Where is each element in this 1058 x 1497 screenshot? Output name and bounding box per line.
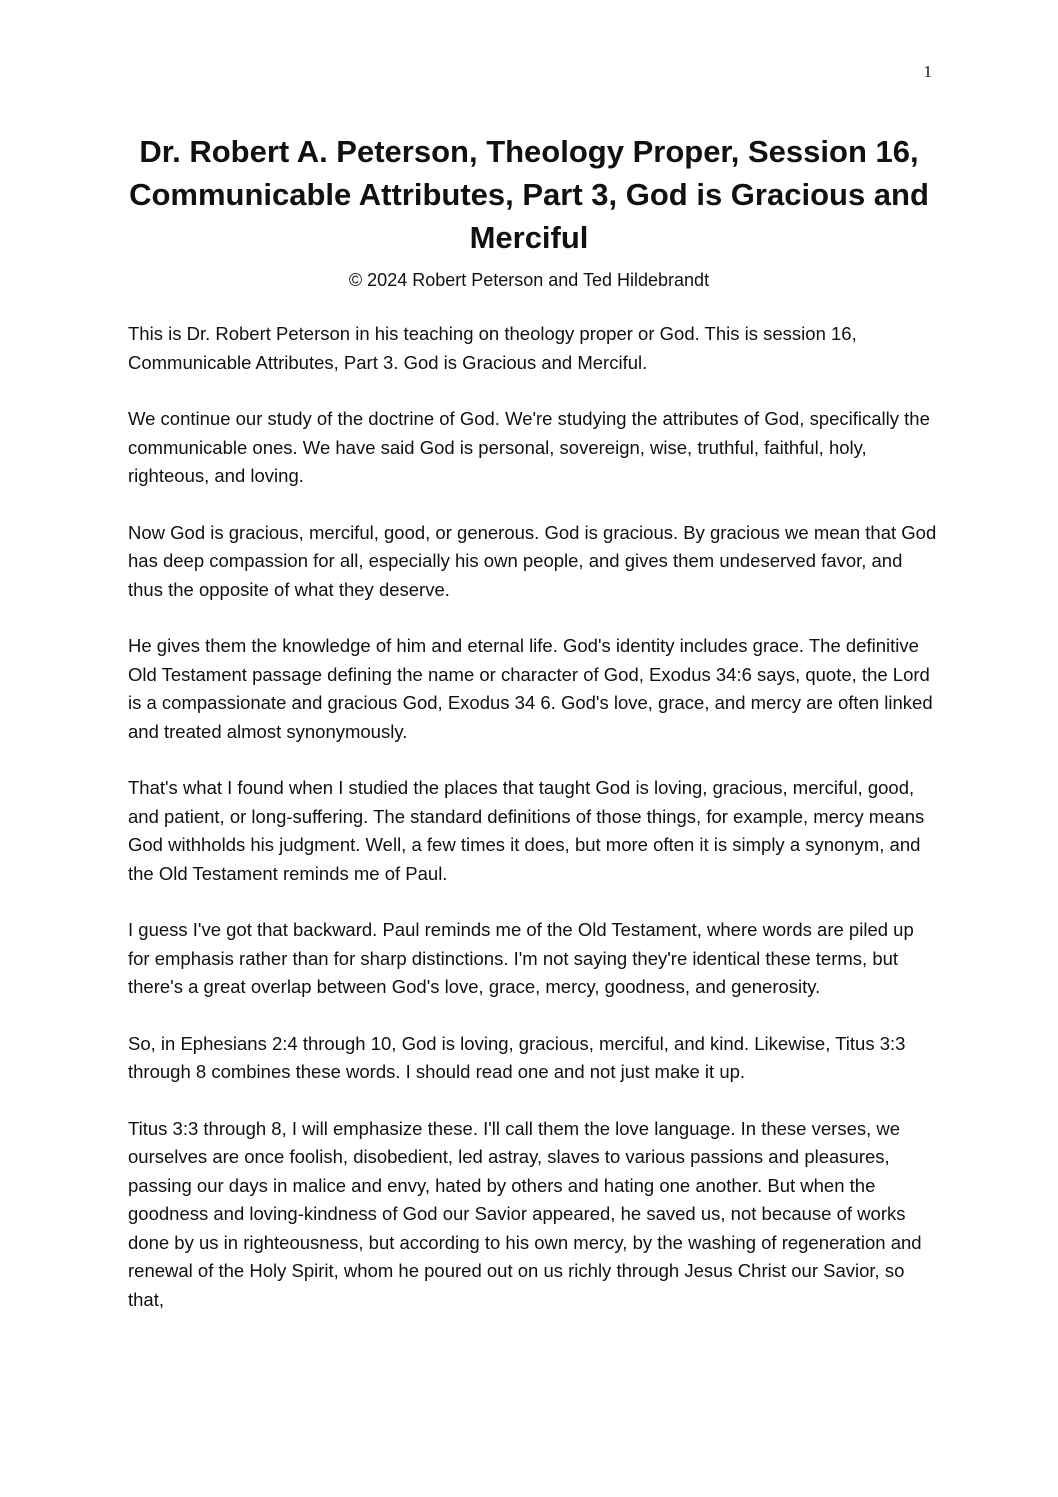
paragraph: This is Dr. Robert Peterson in his teaching on theology proper or God. This is session 16, Communicable Attributes, Part 3. God is Gracious and Merciful. — [128, 323, 857, 373]
paragraph: Titus 3:3 through 8, I will emphasize these. I'll call them the love language. In these verses, we ourselves are once foolish, disobedient, led astray, slaves to various passions and pleasures, passing our days in malice and envy, hated by others and hating one another. But when the goodness and loving-kindness of God our Savior appeared, he saved us, not because of works done by us in righteousness, but according to his own mercy, by the washing of regeneration and renewal of the Holy Spirit, whom he poured out on us richly through Jesus Christ our Savior, so that, — [128, 1117, 922, 1310]
paragraph: So, in Ephesians 2:4 through 10, God is loving, gracious, merciful, and kind. Likewise, Titus 3:3 through 8 combines these words. I should read one and not just make it up. — [128, 1032, 906, 1082]
paragraph: I guess I've got that backward. Paul reminds me of the Old Testament, where words are piled up for emphasis rather than for sharp distinctions. I'm not saying they're identical these terms, but there's a great overlap between God's love, grace, mercy, goodness, and generosity. — [128, 919, 914, 997]
paragraph: Now God is gracious, merciful, good, or generous. God is gracious. By gracious we mean that God has deep compassion for all, especially his own people, and gives them undeserved favor, and thus the opposite of what they deserve. — [128, 521, 937, 600]
copyright-line: © 2024 Robert Peterson and Ted Hildebrandt — [348, 270, 710, 290]
paragraph: He gives them the knowledge of him and eternal life. God's identity includes grace. The definitive Old Testament passage defining the name or character of God, Exodus 34:6 says, quote, the Lord is a compassionate and gracious God, Exodus 34 6. God's love, grace, and mercy are often linked and treated almost synonymously. — [128, 635, 933, 742]
paragraph: That's what I found when I studied the places that taught God is loving, gracious, merciful, good, and patient, or long-suffering. The standard definitions of those things, for example, mercy means God withholds his judgment. Well, a few times it does, but more often it is simply a synonym, and the Old Testament reminds me of Paul. — [128, 777, 925, 884]
document-body — [128, 320, 938, 1342]
document-title: Dr. Robert A. Peterson, Theology Proper, Session 16, Communicable Attributes, Part 3, God is Gracious and Merciful — [129, 134, 929, 255]
page-number: 1 — [923, 62, 932, 81]
paragraph: We continue our study of the doctrine of God. We're studying the attributes of God, specifically the communicable ones. We have said God is personal, sovereign, wise, truthful, faithful, holy, righteous, and loving. — [128, 408, 930, 486]
